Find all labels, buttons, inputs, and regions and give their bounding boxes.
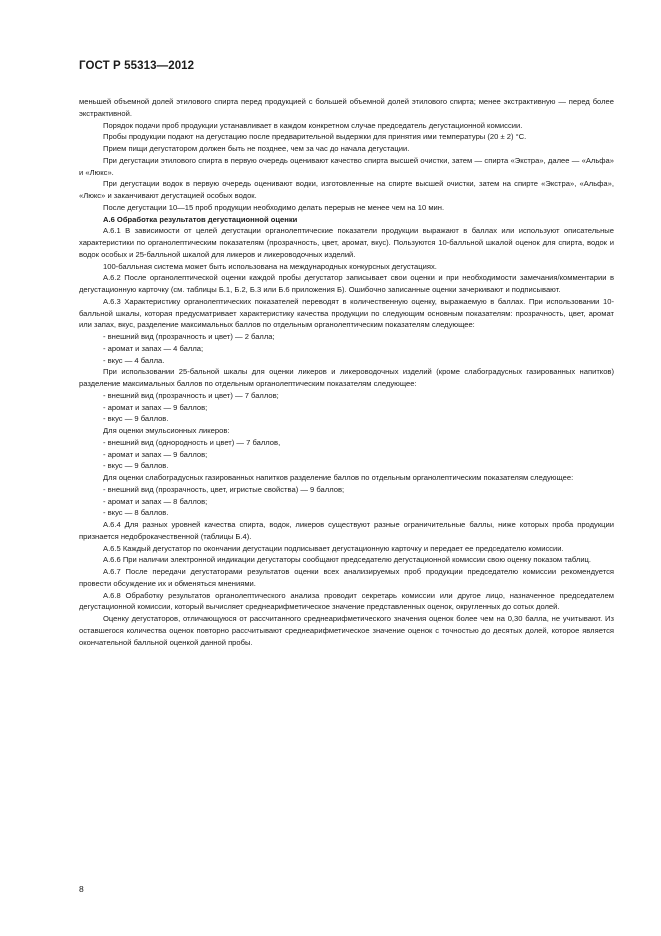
paragraph: меньшей объемной долей этилового спирта перед продукцией с большей объемной долей этилового спирта; менее экстрактивную — перед более экстрактивной. (79, 97, 614, 118)
document-body (79, 96, 614, 648)
list-item: - аромат и запах — 9 баллов; (103, 449, 208, 459)
list-item: - вкус — 4 балла. (103, 355, 165, 365)
paragraph: При использовании 25-бальной шкалы для оценки ликеров и ликероводочных изделий (кроме слабоградусных газированных напитков) разделение максимальных баллов по отдельным органолептическим показателям следующее: (79, 367, 614, 388)
list-item: - внешний вид (прозрачность и цвет) — 2 балла; (103, 332, 275, 341)
list-item: - вкус — 8 баллов. (103, 508, 169, 518)
paragraph: Прием пищи дегустатором должен быть не позднее, чем за час до начала дегустации. (103, 144, 410, 153)
paragraph: 100-балльная система может быть использована на международных конкурсных дегустациях. (103, 261, 437, 271)
paragraph: А.6.4 Для разных уровней качества спирта, водок, ликеров существуют разные ограничительные баллы, ниже которых проба продукции признается недоброкачественной (таблицы Б.4). (79, 520, 614, 541)
paragraph: А.6.7 После передачи дегустаторами результатов оценки всех анализируемых проб продукции председателю комиссии рекомендуется провести обсуждение их и обменяться мнениями. (79, 567, 614, 588)
paragraph: Пробы продукции подают на дегустацию после предварительной выдержки для принятия ими температуры (20 ± 2) °С. (103, 132, 527, 142)
paragraph: А.6.6 При наличии электронной индикации дегустаторы сообщают председателю дегустационной комиссии свою оценку показом таблиц. (103, 555, 592, 565)
paragraph: Для оценки слабоградусных газированных напитков разделение баллов по отдельным органолептическим показателям следующее: (103, 473, 574, 482)
paragraph: После дегустации 10—15 проб продукции необходимо делать перерыв не менее чем на 10 мин. (103, 202, 445, 212)
paragraph: А.6.8 Обработку результатов органолептического анализа проводит секретарь комиссии или другое лицо, назначенное председателем дегустационной комиссии, который вычисляет среднеарифметическое значение представленных оценок, округленных до сотых долей. (79, 590, 614, 612)
section-heading: А.6 Обработка результатов дегустационной оценки (103, 214, 298, 224)
list-item: - вкус — 9 баллов. (103, 461, 169, 471)
list-item: - внешний вид (прозрачность и цвет) — 7 баллов; (103, 390, 279, 400)
list-item: - аромат и запах — 8 баллов; (103, 496, 208, 506)
list-item: - аромат и запах — 9 баллов; (103, 402, 208, 412)
paragraph: Оценку дегустаторов, отличающуюся от рассчитанного среднеарифметического значения оценок более чем на 0,30 балла, не учитывают. Из оставшегося количества оценок повторно рассчитывают среднеарифметическое значение оценок с точностью до десятых долей, которое является окончательной балльной оценкой данной пробы. (79, 614, 614, 647)
paragraph: Порядок подачи проб продукции устанавливает в каждом конкретном случае председатель дегустационной комиссии. (103, 120, 523, 130)
list-item: - внешний вид (однородность и цвет) — 7 баллов, (103, 437, 281, 447)
paragraph: При дегустации водок в первую очередь оценивают водки, изготовленные на спирте высшей очистки, затем на спирте «Экстра», «Альфа», «Люкс» и заканчивают дегустацией особых водок. (79, 179, 614, 200)
paragraph: А.6.1 В зависимости от целей дегустации органолептические показатели продукции выражают в баллах или используют описательные характеристики по органолептическим показателям (прозрачность, цвет, аромат, вкус). Пользуются 10-балльной шкалой оценок для спирта, водок и водок особых и 25-балльной шкалой для ликеров и ликероводочных изделий. (79, 226, 614, 259)
paragraph: А.6.5 Каждый дегустатор по окончании дегустации подписывает дегустационную карточку и передает ее председателю комиссии. (103, 543, 564, 553)
page-number: 8 (79, 884, 84, 894)
paragraph: А.6.3 Характеристику органолептических показателей переводят в количественную оценку, выражаемую в баллах. При использовании 10-балльной шкалы, которая предусматривает характеристику качества продукции по следующим основным показателям: прозрачность, цвет, аромат или запах, вкус, разделение максимальных баллов по отдельным органолептическим показателям следующее: (79, 296, 614, 330)
paragraph: А.6.2 После органолептической оценки каждой пробы дегустатор записывает свои оценки и при необходимости замечания/комментарии в дегустационную карточку (см. таблицы Б.1, Б.2, Б.3 или Б.6 приложения Б). Ошибочно записанные оценки зачеркивают и подписывают. (79, 273, 614, 294)
paragraph: При дегустации этилового спирта в первую очередь оценивают качество спирта высшей очистки, затем — спирта «Экстра», далее — «Альфа» и «Люкс». (79, 155, 614, 177)
paragraph: Для оценки эмульсионных ликеров: (103, 426, 230, 435)
list-item: - внешний вид (прозрачность, цвет, игристые свойства) — 9 баллов; (103, 484, 345, 494)
document-header: ГОСТ Р 55313—2012 (79, 60, 195, 72)
list-item: - вкус — 9 баллов. (103, 414, 169, 424)
list-item: - аромат и запах — 4 балла; (103, 343, 204, 353)
